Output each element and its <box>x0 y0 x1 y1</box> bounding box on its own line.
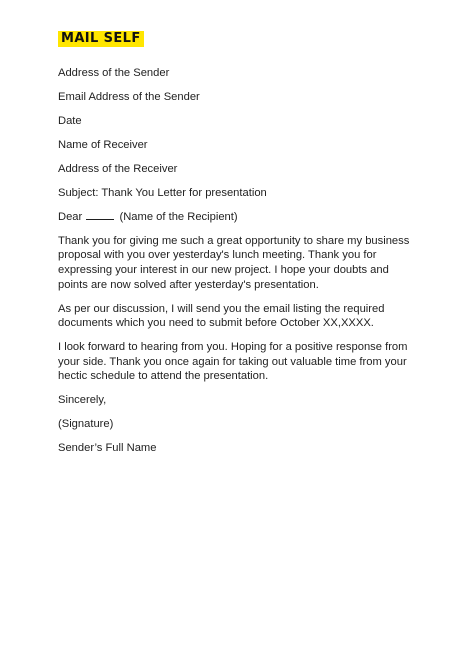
body-paragraph-3: I look forward to hearing from you. Hoping for a positive response from your side. Thank you once again for taking out valuable time from your hectic schedule to attend the presentation. <box>58 341 408 383</box>
salutation-suffix: (Name of the Recipient) <box>119 210 238 223</box>
sender-email: Email Address of the Sender <box>58 90 200 103</box>
mailself-logo <box>58 31 144 47</box>
receiver-address: Address of the Receiver <box>58 162 178 175</box>
sender-full-name: Sender’s Full Name <box>58 442 157 455</box>
closing: Sincerely, <box>58 394 107 407</box>
logo-text: MAIL SELF <box>61 31 141 46</box>
body-paragraph-2: As per our discussion, I will send you the email listing the required documents which you need to submit before October XX,XXXX. <box>58 302 385 330</box>
recipient-name-blank <box>86 210 114 220</box>
salutation-prefix: Dear <box>58 210 83 223</box>
letter-subject: Subject: Thank You Letter for presentation <box>58 186 267 199</box>
letter-body <box>58 66 410 465</box>
letter-date: Date <box>58 114 82 127</box>
salutation <box>58 210 410 225</box>
signature: (Signature) <box>58 418 114 431</box>
sender-address: Address of the Sender <box>58 67 170 79</box>
receiver-name: Name of Receiver <box>58 138 148 151</box>
body-paragraph-1: Thank you for giving me such a great opportunity to share my business proposal with you over yesterday's lunch meeting. Thank you for expressing your interest in our new project. I hope your doubts and points are now solved after yesterday's presentation. <box>58 234 410 291</box>
